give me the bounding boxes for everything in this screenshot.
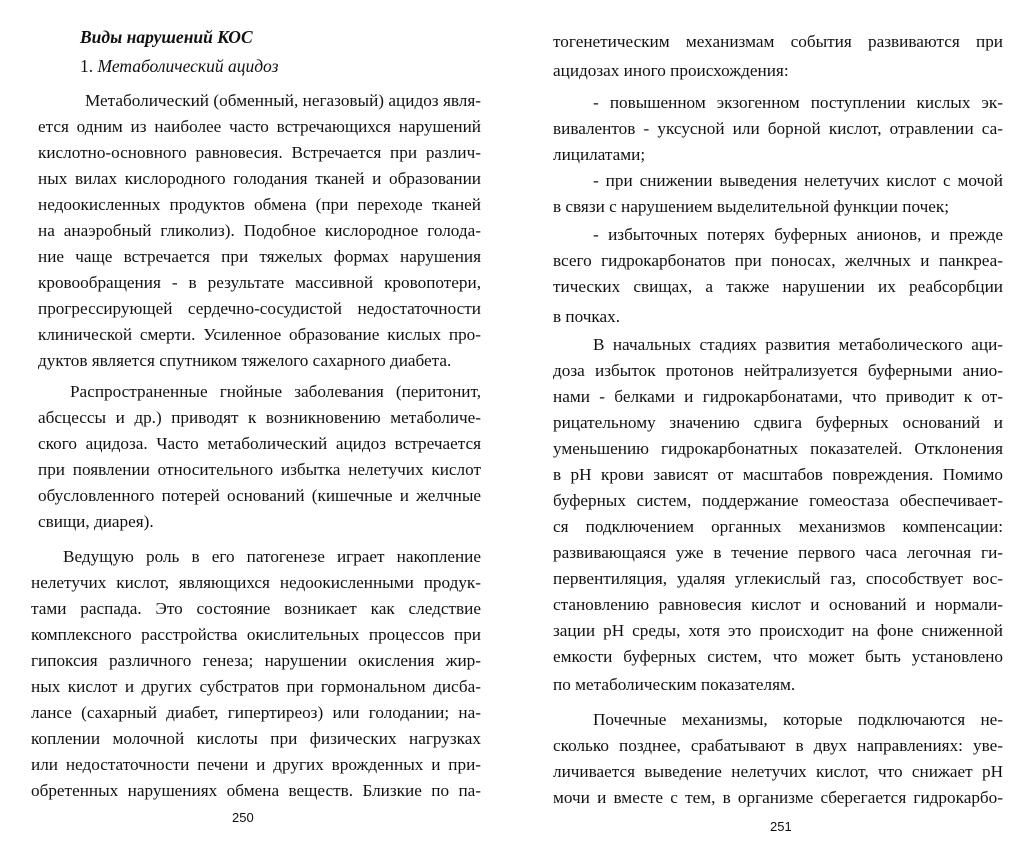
text-line: становлению равновесия кислот и оснований и нормали- xyxy=(553,595,1003,614)
text-line: абсцессы и др.) приводят к возникновению метаболиче- xyxy=(38,408,481,427)
text-line: мочи и вместе с тем, в организме сберегается гидрокарбо- xyxy=(553,788,1003,807)
text-line: в связи с нарушением выделительной функции почек; xyxy=(553,197,950,216)
right-page xyxy=(512,0,1024,842)
text-line: при появлении относительного избытка нелетучих кислот xyxy=(38,460,481,479)
text-line: коплении молочной кислоты при физических нагрузках xyxy=(31,729,481,748)
text-line: сколько позднее, срабатывают в двух направлениях: уве- xyxy=(553,736,1003,755)
text-line: ется одним из наиболее часто встречающихся нарушений xyxy=(38,117,481,136)
section-heading: Виды нарушений КОС xyxy=(80,27,253,47)
text-line: ацидозах иного происхождения: xyxy=(553,61,789,80)
text-line: Распространенные гнойные заболевания (перитонит, xyxy=(70,382,481,401)
text-line: - при снижении выведения нелетучих кислот с мочой xyxy=(593,171,1003,190)
text-line: тогенетическим механизмам события развиваются при xyxy=(553,32,1003,51)
text-line: ся подключением органных механизмов компенсации: xyxy=(553,517,1003,536)
text-line: зации рН среды, хотя это происходит на фоне сниженной xyxy=(553,621,1003,640)
text-line: - повышенном экзогенном поступлении кислых эк- xyxy=(593,93,1003,112)
text-line: по метаболическим показателям. xyxy=(553,675,796,694)
text-line: гипоксия различного генеза; нарушении окисления жир- xyxy=(31,651,481,670)
text-line: ние чаще встречается при тяжелых формах нарушения xyxy=(38,247,481,266)
text-line: Ведущую роль в его патогенезе играет накопление xyxy=(63,547,481,566)
text-line: недоокисленных продуктов обмена (при переходе тканей xyxy=(38,195,481,214)
text-line: Метаболический (обменный, негазовый) ацидоз явля- xyxy=(85,91,481,110)
text-line: кровообращения - в результате массивной кровопотери, xyxy=(38,273,481,292)
text-line: - избыточных потерях буферных анионов, и прежде xyxy=(593,225,1003,244)
text-line: нелетучих кислот, являющихся недоокисленными продук- xyxy=(31,573,481,592)
text-line: лицилатами; xyxy=(553,145,646,164)
text-line: обретенных нарушениях обмена веществ. Близкие по па- xyxy=(31,781,481,800)
text-line: на анаэробный гликолиз). Подобное кислородное голода- xyxy=(38,221,481,240)
text-line: тических свищах, а также нарушении их реабсорбции xyxy=(553,277,1003,296)
text-line: емкости буферных систем, что может быть установлено xyxy=(553,647,1003,666)
text-line: ных кислот и других субстратов при гормональном дисба- xyxy=(31,677,481,696)
text-line: обусловленного потерей оснований (кишечные и желчные xyxy=(38,486,481,505)
text-line: свищи, диарея). xyxy=(38,512,154,531)
text-line: всего гидрокарбонатов при поносах, желчных и панкреа- xyxy=(553,251,1003,270)
text-line: буферных систем, поддержание гомеостаза обеспечивает- xyxy=(553,491,1003,510)
page-number: 251 xyxy=(770,819,792,834)
text-line: доза избыток протонов нейтрализуется буферными анио- xyxy=(553,361,1003,380)
text-line: тами распада. Это состояние возникает как следствие xyxy=(31,599,481,618)
subsection-heading xyxy=(80,56,278,77)
text-line: в рН крови зависят от масштабов повреждения. Помимо xyxy=(553,465,1003,484)
text-line: развивающаяся уже в течение первого часа легочная ги- xyxy=(553,543,1003,562)
text-line: в почках. xyxy=(553,307,621,326)
text-line: личивается выведение нелетучих кислот, что снижает рН xyxy=(553,762,1003,781)
text-line: клинической смерти. Усиленное образование кислых про- xyxy=(38,325,481,344)
text-line: нами - белками и гидрокарбонатами, что приводит к от- xyxy=(553,387,1003,406)
text-line: вивалентов - уксусной или борной кислот, отравлении са- xyxy=(553,119,1003,138)
text-line: уменьшению гидрокарбонатных показателей. Отклонения xyxy=(553,439,1003,458)
subsection-number: 1. xyxy=(80,56,94,76)
text-line: прогрессирующей сердечно-сосудистой недостаточности xyxy=(38,299,481,318)
text-line: комплексного расстройства окислительных процессов при xyxy=(31,625,481,644)
page-number: 250 xyxy=(232,810,254,825)
text-line: кислотно-основного равновесия. Встречается при различ- xyxy=(38,143,481,162)
subsection-title: Метаболический ацидоз xyxy=(97,56,279,76)
text-line: Почечные механизмы, которые подключаются не- xyxy=(593,710,1003,729)
text-line: дуктов является спутником тяжелого сахарного диабета. xyxy=(38,351,452,370)
text-line: первентиляция, удаляя углекислый газ, способствует вос- xyxy=(553,569,1003,588)
text-line: ных вилах кислородного голодания тканей и образовании xyxy=(38,169,481,188)
text-line: В начальных стадиях развития метаболического аци- xyxy=(593,335,1003,354)
text-line: ского ацидоза. Часто метаболический ацидоз встречается xyxy=(38,434,481,453)
text-line: или недостаточности печени и других врожденных и при- xyxy=(31,755,481,774)
text-line: лансе (сахарный диабет, гипертиреоз) или голодании; на- xyxy=(31,703,481,722)
text-line: рицательному значению сдвига буферных оснований и xyxy=(553,413,1003,432)
